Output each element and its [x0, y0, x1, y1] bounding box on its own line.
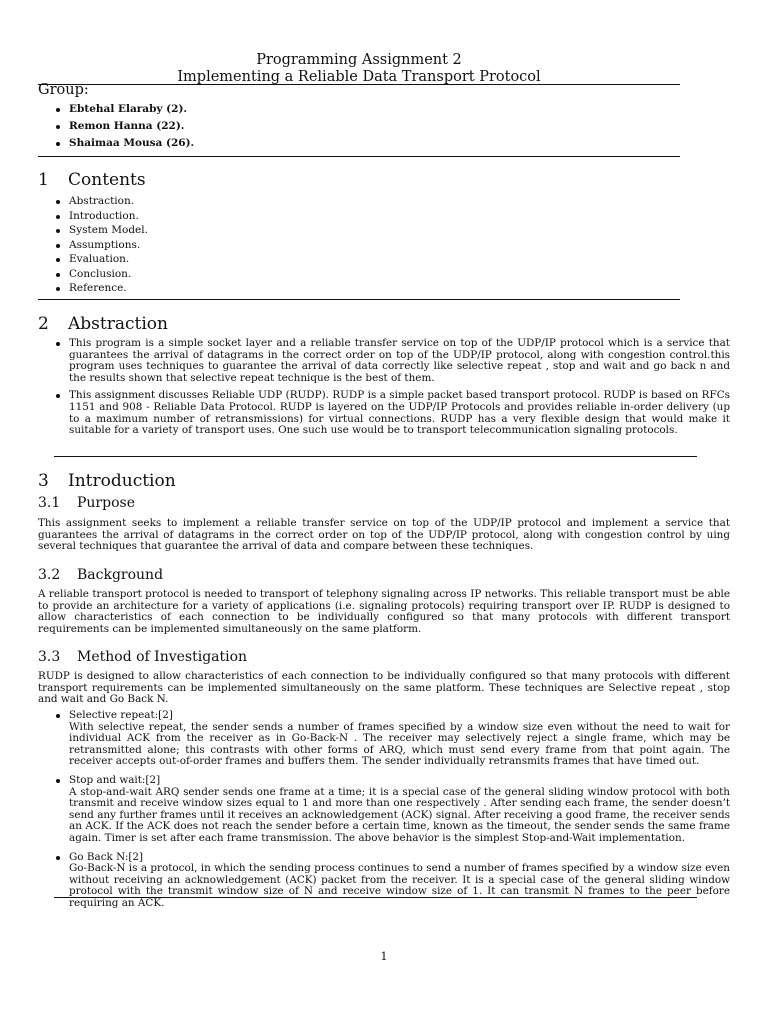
title-line-2: Implementing a Reliable Data Transport Protocol	[177, 69, 541, 85]
subsection-title: Purpose	[77, 495, 135, 511]
section-number: 2	[38, 314, 49, 334]
page-number: 1	[380, 950, 388, 963]
contents-item: Introduction.	[54, 209, 148, 224]
abstraction-item: This program is a simple socket layer and a reliable transfer service on top of the UDP/IP protocol which is a service that guarantees the arrival of datagrams in the correct order on top of the UDP/IP protocol, along with congestion control.this program uses techniques to guarantee the arrival of data correctly like selective repeat , stop and wait and go back n and the results shown that selective repeat technique is the best of them.	[54, 338, 730, 384]
method-item-label: Go Back N:[2]	[69, 850, 144, 863]
subsection-number: 3.2	[38, 567, 61, 583]
subsection-heading-method	[38, 648, 247, 666]
contents-list	[54, 194, 148, 296]
author-list	[54, 101, 194, 152]
contents-item: Abstraction.	[54, 194, 148, 209]
abstraction-rule	[54, 456, 697, 457]
author-item: Ebtehal Elaraby (2).	[54, 101, 194, 118]
method-list	[54, 710, 730, 910]
abstraction-list	[54, 338, 730, 437]
section-heading-contents	[38, 170, 146, 190]
title-line-1: Programming Assignment 2	[256, 52, 462, 68]
method-item	[54, 852, 730, 910]
section-number: 1	[38, 170, 49, 190]
section-title: Introduction	[68, 471, 176, 491]
introduction-rule	[54, 897, 697, 898]
subsection-title: Background	[77, 567, 164, 583]
contents-item: System Model.	[54, 223, 148, 238]
subsection-number: 3.3	[38, 649, 61, 665]
subsection-title: Method of Investigation	[77, 649, 248, 665]
method-item-label: Selective repeat:[2]	[69, 709, 173, 721]
group-rule	[38, 156, 680, 157]
section-number: 3	[38, 471, 49, 491]
method-item-label: Stop and wait:[2]	[69, 773, 161, 786]
author-item: Remon Hanna (22).	[54, 118, 194, 135]
author-item: Shaimaa Mousa (26).	[54, 135, 194, 152]
document-title	[38, 52, 680, 86]
contents-item: Reference.	[54, 281, 148, 296]
subsection-heading-background	[38, 566, 163, 584]
abstraction-item: This assignment discusses Reliable UDP (RUDP). RUDP is a simple packet based transport protocol. RUDP is based on RFCs 1151 and 908 - Reliable Data Protocol. RUDP is layered on the UDP/IP Protocols and provides reliable in-order delivery (up to a maximum number of retransmissions) for virtual connections. RUDP has a very flexible design that would make it suitable for a variety of transport uses. One such use would be to transport telecommunication signaling protocols.	[54, 390, 730, 436]
subsection-heading-purpose	[38, 494, 135, 512]
method-item-body: Go-Back-N is a protocol, in which the sending process continues to send a number of frames specified by a window size even without receiving an acknowledgement (ACK) packet from the receiver. It is a special case of the general sliding window protocol with the transmit window size of N and receive window size of 1. It can transmit N frames to the peer before requiring an ACK.	[69, 862, 730, 909]
contents-item: Assumptions.	[54, 238, 148, 253]
method-item	[54, 710, 730, 768]
method-item	[54, 775, 730, 845]
purpose-paragraph: This assignment seeks to implement a reliable transfer service on top of the UDP/IP protocol and implement a service that guarantees the arrival of datagrams in the correct order on top of the UDP/IP protocol, along with congestion control by uing several techniques that guarantee the arrival of data and compare between these techniques.	[38, 517, 730, 553]
section-title: Abstraction	[68, 314, 168, 334]
section-heading-abstraction	[38, 314, 168, 334]
method-item-body: With selective repeat, the sender sends a number of frames specified by a window size even without the need to wait for individual ACK from the receiver as in Go-Back-N . The receiver may selectively reject a single frame, which may be retransmitted alone; this contrasts with other forms of ARQ, which must send every frame from that point again. The receiver accepts out-of-order frames and buffers them. The sender individually retransmits frames that have timed out.	[69, 720, 730, 768]
title-rule	[38, 84, 680, 85]
subsection-number: 3.1	[38, 495, 61, 511]
contents-rule	[38, 299, 680, 300]
background-paragraph: A reliable transport protocol is needed to transport of telephony signaling across IP networks. This reliable transport must be able to provide an architecture for a variety of applications (i.e. signaling protocols) requiring transport over IP. RUDP is designed to allow characteristics of each connection to be individually configured so that many protocols with different transport requirements can be implemented simultaneously on the same platform.	[38, 588, 730, 635]
contents-item: Evaluation.	[54, 252, 148, 267]
method-item-body: A stop-and-wait ARQ sender sends one frame at a time; it is a special case of the general sliding window protocol with both transmit and receive window sizes equal to 1 and more than one respectively . After sending each frame, the sender doesn’t send any further frames until it receives an acknowledgement (ACK) signal. After receiving a good frame, the receiver sends an ACK. If the ACK does not reach the sender before a certain time, known as the timeout, the sender sends the same frame again. Timer is set after each frame transmission. The above behavior is the simplest Stop-and-Wait implementation.	[69, 785, 730, 844]
method-paragraph: RUDP is designed to allow characteristics of each connection to be individually configured so that many protocols with different transport requirements can be implemented simultaneously on the same platform. These techniques are Selective repeat , stop and wait and Go Back N.	[38, 670, 730, 706]
section-heading-introduction	[38, 471, 176, 491]
section-title: Contents	[68, 170, 146, 190]
group-heading: Group:	[38, 82, 89, 98]
contents-item: Conclusion.	[54, 267, 148, 282]
